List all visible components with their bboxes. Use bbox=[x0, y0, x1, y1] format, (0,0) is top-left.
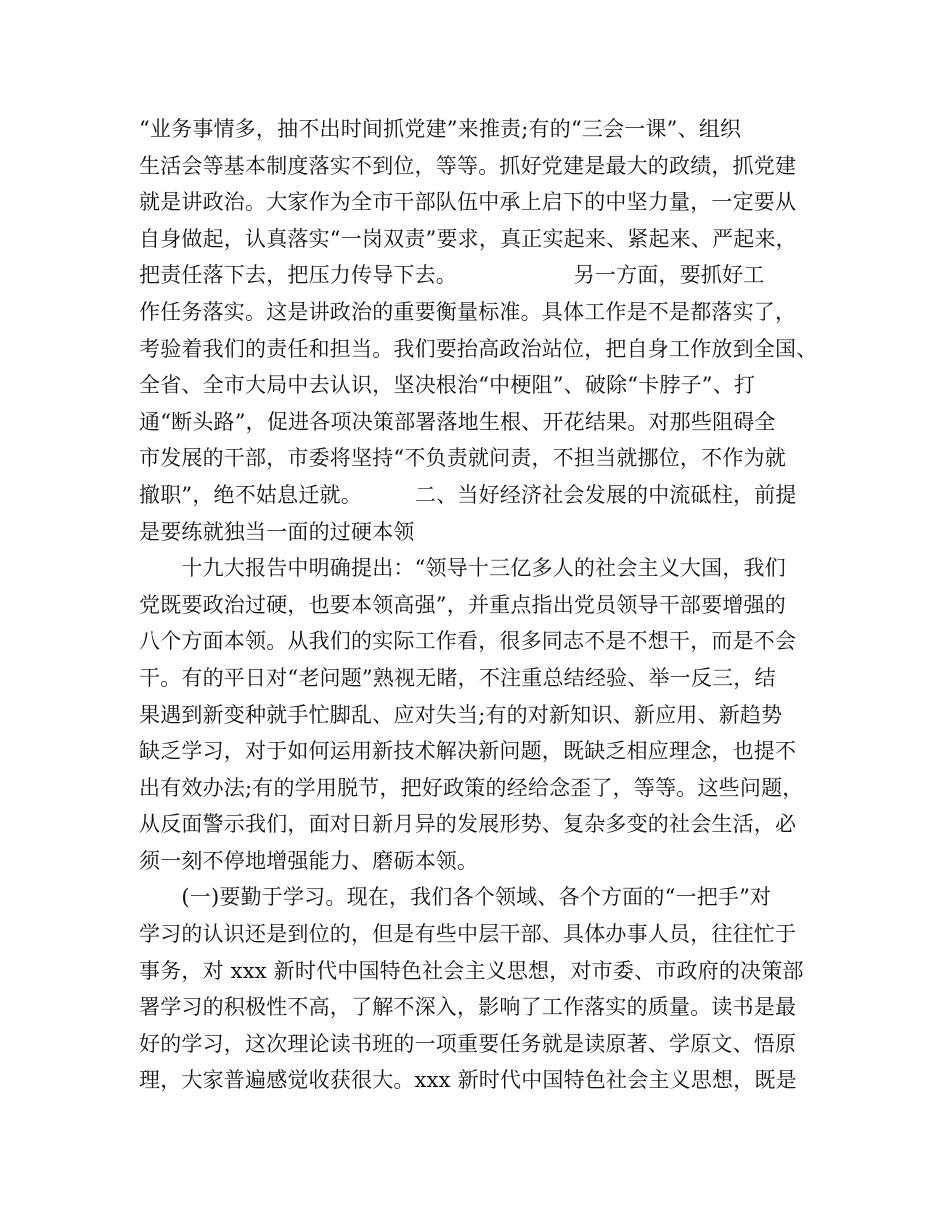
text-line: 市发展的干部，市委将坚持“不负责就问责，不担当就挪位，不作为就 bbox=[139, 446, 786, 471]
text-line: 八个方面本领。从我们的实际工作看，很多同志不是不想干，而是不会 bbox=[139, 629, 797, 654]
body-text bbox=[139, 111, 829, 1099]
text-line: 理，大家普遍感觉收获很大。xxx 新时代中国特色社会主义思想，既是 bbox=[139, 1068, 797, 1093]
text-line: 就是讲政治。大家作为全市干部队伍中承上启下的中坚力量，一定要从 bbox=[139, 190, 797, 215]
text-line: 生活会等基本制度落实不到位，等等。抓好党建是最大的政绩，抓党建 bbox=[139, 153, 797, 178]
text-line: 全省、全市大局中去认识，坚决根治“中梗阻”、破除“卡脖子”、打 bbox=[139, 373, 756, 398]
text-line: 出有效办法;有的学用脱节，把好政策的经给念歪了，等等。这些问题， bbox=[139, 775, 804, 800]
text-line: 果遇到新变种就手忙脚乱、应对失当;有的对新知识、新应用、新趋势 bbox=[139, 702, 783, 727]
text-line: 缺乏学习，对于如何运用新技术解决新问题，既缺乏相应理念，也提不 bbox=[139, 739, 797, 764]
text-line: 干。有的平日对“老问题”熟视无睹，不注重总结经验、举一反三，结 bbox=[139, 665, 776, 690]
text-line: 把责任落下去，把压力传导下去。 另一方面，要抓好工 bbox=[139, 263, 765, 288]
text-line: 从反面警示我们，面对日新月异的发展形势、复杂多变的社会生活，必 bbox=[139, 812, 797, 837]
text-line: 署学习的积极性不高，了解不深入，影响了工作落实的质量。读书是最 bbox=[139, 995, 797, 1020]
text-line: 作任务落实。这是讲政治的重要衡量标准。具体工作是不是都落实了， bbox=[139, 299, 797, 324]
text-line: 自身做起，认真落实“一岗双责”要求，真正实起来、紧起来、严起来， bbox=[139, 226, 797, 251]
section-heading-line: 是要练就独当一面的过硬本领 bbox=[139, 519, 415, 544]
text-line: 好的学习，这次理论读书班的一项重要任务就是读原著、学原文、悟原 bbox=[139, 1031, 797, 1056]
text-line: 十九大报告中明确提出：“领导十三亿多人的社会主义大国，我们 bbox=[139, 556, 786, 581]
text-line: 考验着我们的责任和担当。我们要抬高政治站位，把自身工作放到全国、 bbox=[139, 336, 818, 361]
text-line: 须一刻不停地增强能力、磨砺本领。 bbox=[139, 848, 479, 873]
text-line: 党既要政治过硬，也要本领高强”，并重点指出党员领导干部要增强的 bbox=[139, 592, 786, 617]
text-line: (一)要勤于学习。现在，我们各个领域、各个方面的“一把手”对 bbox=[139, 885, 772, 910]
text-line: 通“断头路”，促进各项决策部署落地生根、开花结果。对那些阻碍全 bbox=[139, 409, 776, 434]
text-line: “业务事情多，抽不出时间抓党建”来推责;有的“三会一课”、组织 bbox=[139, 117, 742, 141]
text-line: 事务，对 xxx 新时代中国特色社会主义思想，对市委、市政府的决策部 bbox=[139, 958, 804, 983]
text-line: 撤职”，绝不姑息迁就。 二、当好经济社会发展的中流砥柱，前提 bbox=[139, 482, 797, 507]
text-line: 学习的认识还是到位的，但是有些中层干部、具体办事人员，往往忙于 bbox=[139, 922, 797, 947]
